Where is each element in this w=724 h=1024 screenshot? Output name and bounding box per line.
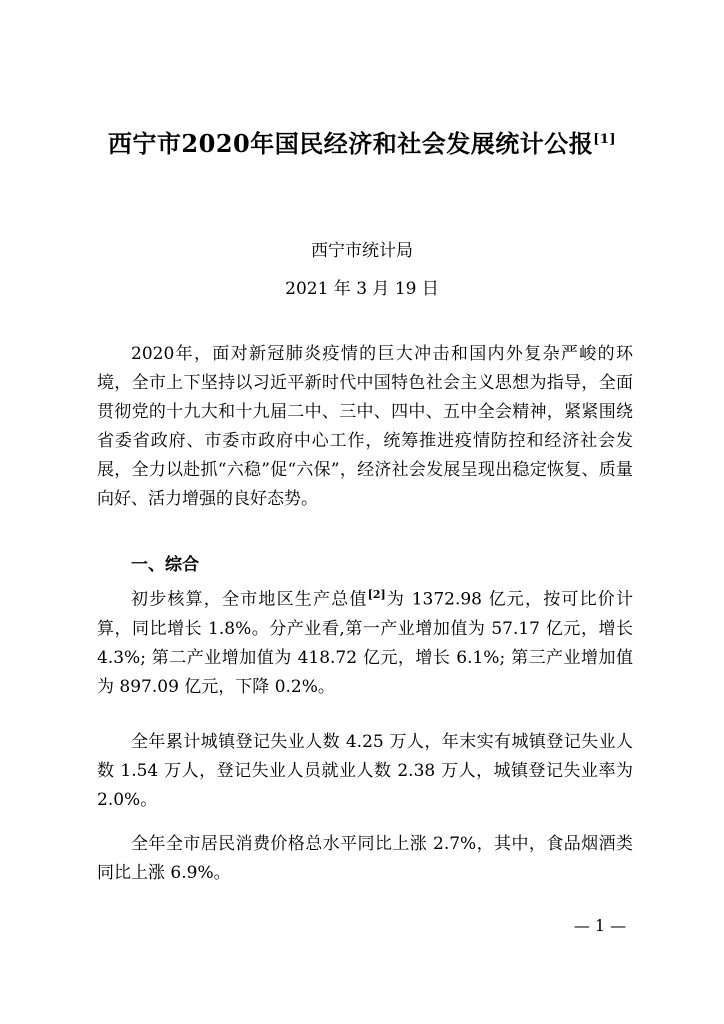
gdp-text-rest: 为 1372.98 亿元，按可比价计算，同比增长 1.8%。分产业看,第一产业增加值为 57.17 亿元，增长 4.3%; 第二产业增加值为 418.72 亿元，增长 6.1%; 第三产业增加值为 897.09 亿元，下降 0.2%。 <box>97 589 633 697</box>
publish-date: 2021 年 3 月 19 日 <box>285 279 439 299</box>
gdp-paragraph <box>97 580 633 702</box>
gdp-footnote-marker: [2] <box>367 588 386 601</box>
unemployment-paragraph: 全年累计城镇登记失业人数 4.25 万人，年末实有城镇登记失业人数 1.54 万人，登记失业人员就业人数 2.38 万人，城镇登记失业率为 2.0%。 <box>97 732 633 810</box>
title-text: 西宁市2020年国民经济和社会发展统计公报 <box>107 129 594 158</box>
section-heading-overview: 一、综合 <box>131 555 199 575</box>
page-number: — 1 — <box>573 916 627 935</box>
intro-paragraph: 2020年，面对新冠肺炎疫情的巨大冲击和国内外复杂严峻的环境，全市上下坚持以习近平新时代中国特色社会主义思想为指导，全面贯彻党的十九大和十九届二中、三中、四中、五中全会精神，紧紧围绕省委省政府、市委市政府中心工作，统筹推进疫情防控和经济社会发展，全力以赴抓“六稳”促“六保”，经济社会发展呈现出稳定恢复、质量向好、活力增强的良好态势。 <box>97 344 633 509</box>
title-footnote-marker: [1] <box>593 132 617 147</box>
cpi-paragraph: 全年全市居民消费价格总水平同比上涨 2.7%，其中，食品烟酒类同比上涨 6.9%。 <box>97 834 633 883</box>
issuer: 西宁市统计局 <box>311 241 413 261</box>
document-title <box>0 124 724 159</box>
gdp-text-start: 初步核算，全市地区生产总值 <box>131 589 368 610</box>
